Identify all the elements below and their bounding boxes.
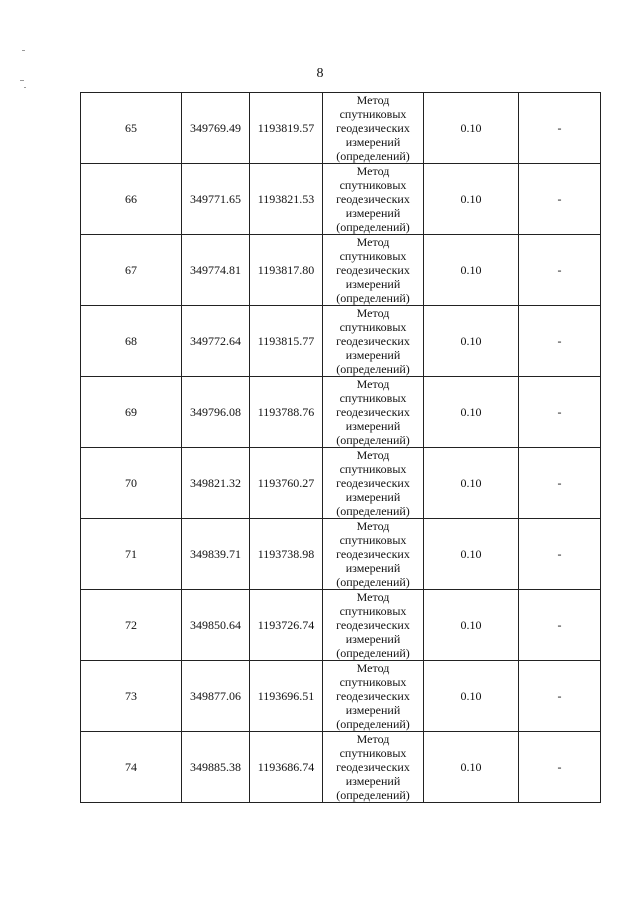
coordinate-x-cell: 349877.06 <box>182 661 250 732</box>
method-line: геодезических <box>336 547 410 561</box>
method-line: спутниковых <box>339 604 407 618</box>
method-line: геодезических <box>336 760 410 774</box>
method-cell <box>323 732 424 803</box>
note-cell: - <box>519 590 601 661</box>
coordinate-y-cell: 1193815.77 <box>250 306 323 377</box>
accuracy-cell: 0.10 <box>424 448 519 519</box>
note-cell: - <box>519 519 601 590</box>
point-number-cell: 66 <box>81 164 182 235</box>
coordinate-x-cell: 349796.08 <box>182 377 250 448</box>
point-number-cell: 74 <box>81 732 182 803</box>
table-row <box>81 235 601 306</box>
method-cell <box>323 164 424 235</box>
method-cell <box>323 448 424 519</box>
method-line: геодезических <box>336 192 410 206</box>
table-row <box>81 519 601 590</box>
method-line: (определений) <box>336 717 410 731</box>
method-line: Метод <box>356 732 390 746</box>
method-line: (определений) <box>336 504 410 518</box>
table-row <box>81 164 601 235</box>
table-row <box>81 661 601 732</box>
method-line: спутниковых <box>339 675 407 689</box>
point-number-cell: 71 <box>81 519 182 590</box>
method-line: геодезических <box>336 334 410 348</box>
coordinate-x-cell: 349771.65 <box>182 164 250 235</box>
point-number-cell: 72 <box>81 590 182 661</box>
method-cell <box>323 306 424 377</box>
method-line: измерений <box>345 774 401 788</box>
coordinate-y-cell: 1193726.74 <box>250 590 323 661</box>
accuracy-cell: 0.10 <box>424 590 519 661</box>
note-cell: - <box>519 732 601 803</box>
method-line: спутниковых <box>339 249 407 263</box>
method-line: геодезических <box>336 689 410 703</box>
point-number-cell: 67 <box>81 235 182 306</box>
accuracy-cell: 0.10 <box>424 519 519 590</box>
method-line: геодезических <box>336 121 410 135</box>
method-line: Метод <box>356 590 390 604</box>
point-number-cell: 68 <box>81 306 182 377</box>
coordinate-x-cell: 349769.49 <box>182 93 250 164</box>
method-line: геодезических <box>336 263 410 277</box>
coordinate-x-cell: 349850.64 <box>182 590 250 661</box>
method-cell <box>323 377 424 448</box>
method-line: измерений <box>345 206 401 220</box>
table-body <box>81 93 601 803</box>
method-line: спутниковых <box>339 320 407 334</box>
coordinate-y-cell: 1193696.51 <box>250 661 323 732</box>
method-line: (определений) <box>336 646 410 660</box>
coordinates-table <box>80 92 601 803</box>
method-line: (определений) <box>336 362 410 376</box>
method-line: Метод <box>356 164 390 178</box>
coordinate-y-cell: 1193817.80 <box>250 235 323 306</box>
table-row <box>81 377 601 448</box>
method-line: измерений <box>345 348 401 362</box>
accuracy-cell: 0.10 <box>424 164 519 235</box>
method-line: измерений <box>345 135 401 149</box>
method-line: измерений <box>345 703 401 717</box>
note-cell: - <box>519 661 601 732</box>
method-line: Метод <box>356 93 390 107</box>
method-line: измерений <box>345 419 401 433</box>
method-cell <box>323 93 424 164</box>
method-cell <box>323 590 424 661</box>
note-cell: - <box>519 448 601 519</box>
accuracy-cell: 0.10 <box>424 732 519 803</box>
method-line: геодезических <box>336 618 410 632</box>
table-row <box>81 590 601 661</box>
table-row <box>81 448 601 519</box>
method-line: (определений) <box>336 291 410 305</box>
method-line: спутниковых <box>339 178 407 192</box>
accuracy-cell: 0.10 <box>424 661 519 732</box>
method-line: спутниковых <box>339 533 407 547</box>
method-line: измерений <box>345 561 401 575</box>
coordinate-x-cell: 349821.32 <box>182 448 250 519</box>
note-cell: - <box>519 377 601 448</box>
table-row <box>81 732 601 803</box>
note-cell: - <box>519 235 601 306</box>
method-line: геодезических <box>336 405 410 419</box>
point-number-cell: 69 <box>81 377 182 448</box>
table-row <box>81 93 601 164</box>
method-cell <box>323 235 424 306</box>
accuracy-cell: 0.10 <box>424 306 519 377</box>
coordinate-y-cell: 1193738.98 <box>250 519 323 590</box>
method-line: измерений <box>345 490 401 504</box>
coordinate-x-cell: 349774.81 <box>182 235 250 306</box>
method-line: измерений <box>345 632 401 646</box>
page-number: 8 <box>316 66 324 81</box>
method-line: геодезических <box>336 476 410 490</box>
table-row <box>81 306 601 377</box>
method-line: измерений <box>345 277 401 291</box>
method-line: (определений) <box>336 149 410 163</box>
method-line: (определений) <box>336 788 410 802</box>
coordinate-x-cell: 349885.38 <box>182 732 250 803</box>
method-line: Метод <box>356 306 390 320</box>
accuracy-cell: 0.10 <box>424 93 519 164</box>
method-line: Метод <box>356 448 390 462</box>
method-line: (определений) <box>336 575 410 589</box>
method-line: Метод <box>356 235 390 249</box>
scan-mark <box>24 87 26 88</box>
coordinate-y-cell: 1193788.76 <box>250 377 323 448</box>
method-line: спутниковых <box>339 746 407 760</box>
method-line: Метод <box>356 661 390 675</box>
method-line: (определений) <box>336 433 410 447</box>
method-line: спутниковых <box>339 107 407 121</box>
method-cell <box>323 661 424 732</box>
point-number-cell: 65 <box>81 93 182 164</box>
accuracy-cell: 0.10 <box>424 235 519 306</box>
point-number-cell: 73 <box>81 661 182 732</box>
note-cell: - <box>519 93 601 164</box>
accuracy-cell: 0.10 <box>424 377 519 448</box>
note-cell: - <box>519 306 601 377</box>
coordinate-y-cell: 1193819.57 <box>250 93 323 164</box>
coordinate-y-cell: 1193760.27 <box>250 448 323 519</box>
method-line: спутниковых <box>339 462 407 476</box>
method-line: Метод <box>356 377 390 391</box>
scan-mark <box>22 50 25 51</box>
coordinate-x-cell: 349839.71 <box>182 519 250 590</box>
note-cell: - <box>519 164 601 235</box>
method-line: (определений) <box>336 220 410 234</box>
coordinate-y-cell: 1193686.74 <box>250 732 323 803</box>
method-line: Метод <box>356 519 390 533</box>
coordinate-y-cell: 1193821.53 <box>250 164 323 235</box>
method-line: спутниковых <box>339 391 407 405</box>
method-cell <box>323 519 424 590</box>
point-number-cell: 70 <box>81 448 182 519</box>
coordinate-x-cell: 349772.64 <box>182 306 250 377</box>
